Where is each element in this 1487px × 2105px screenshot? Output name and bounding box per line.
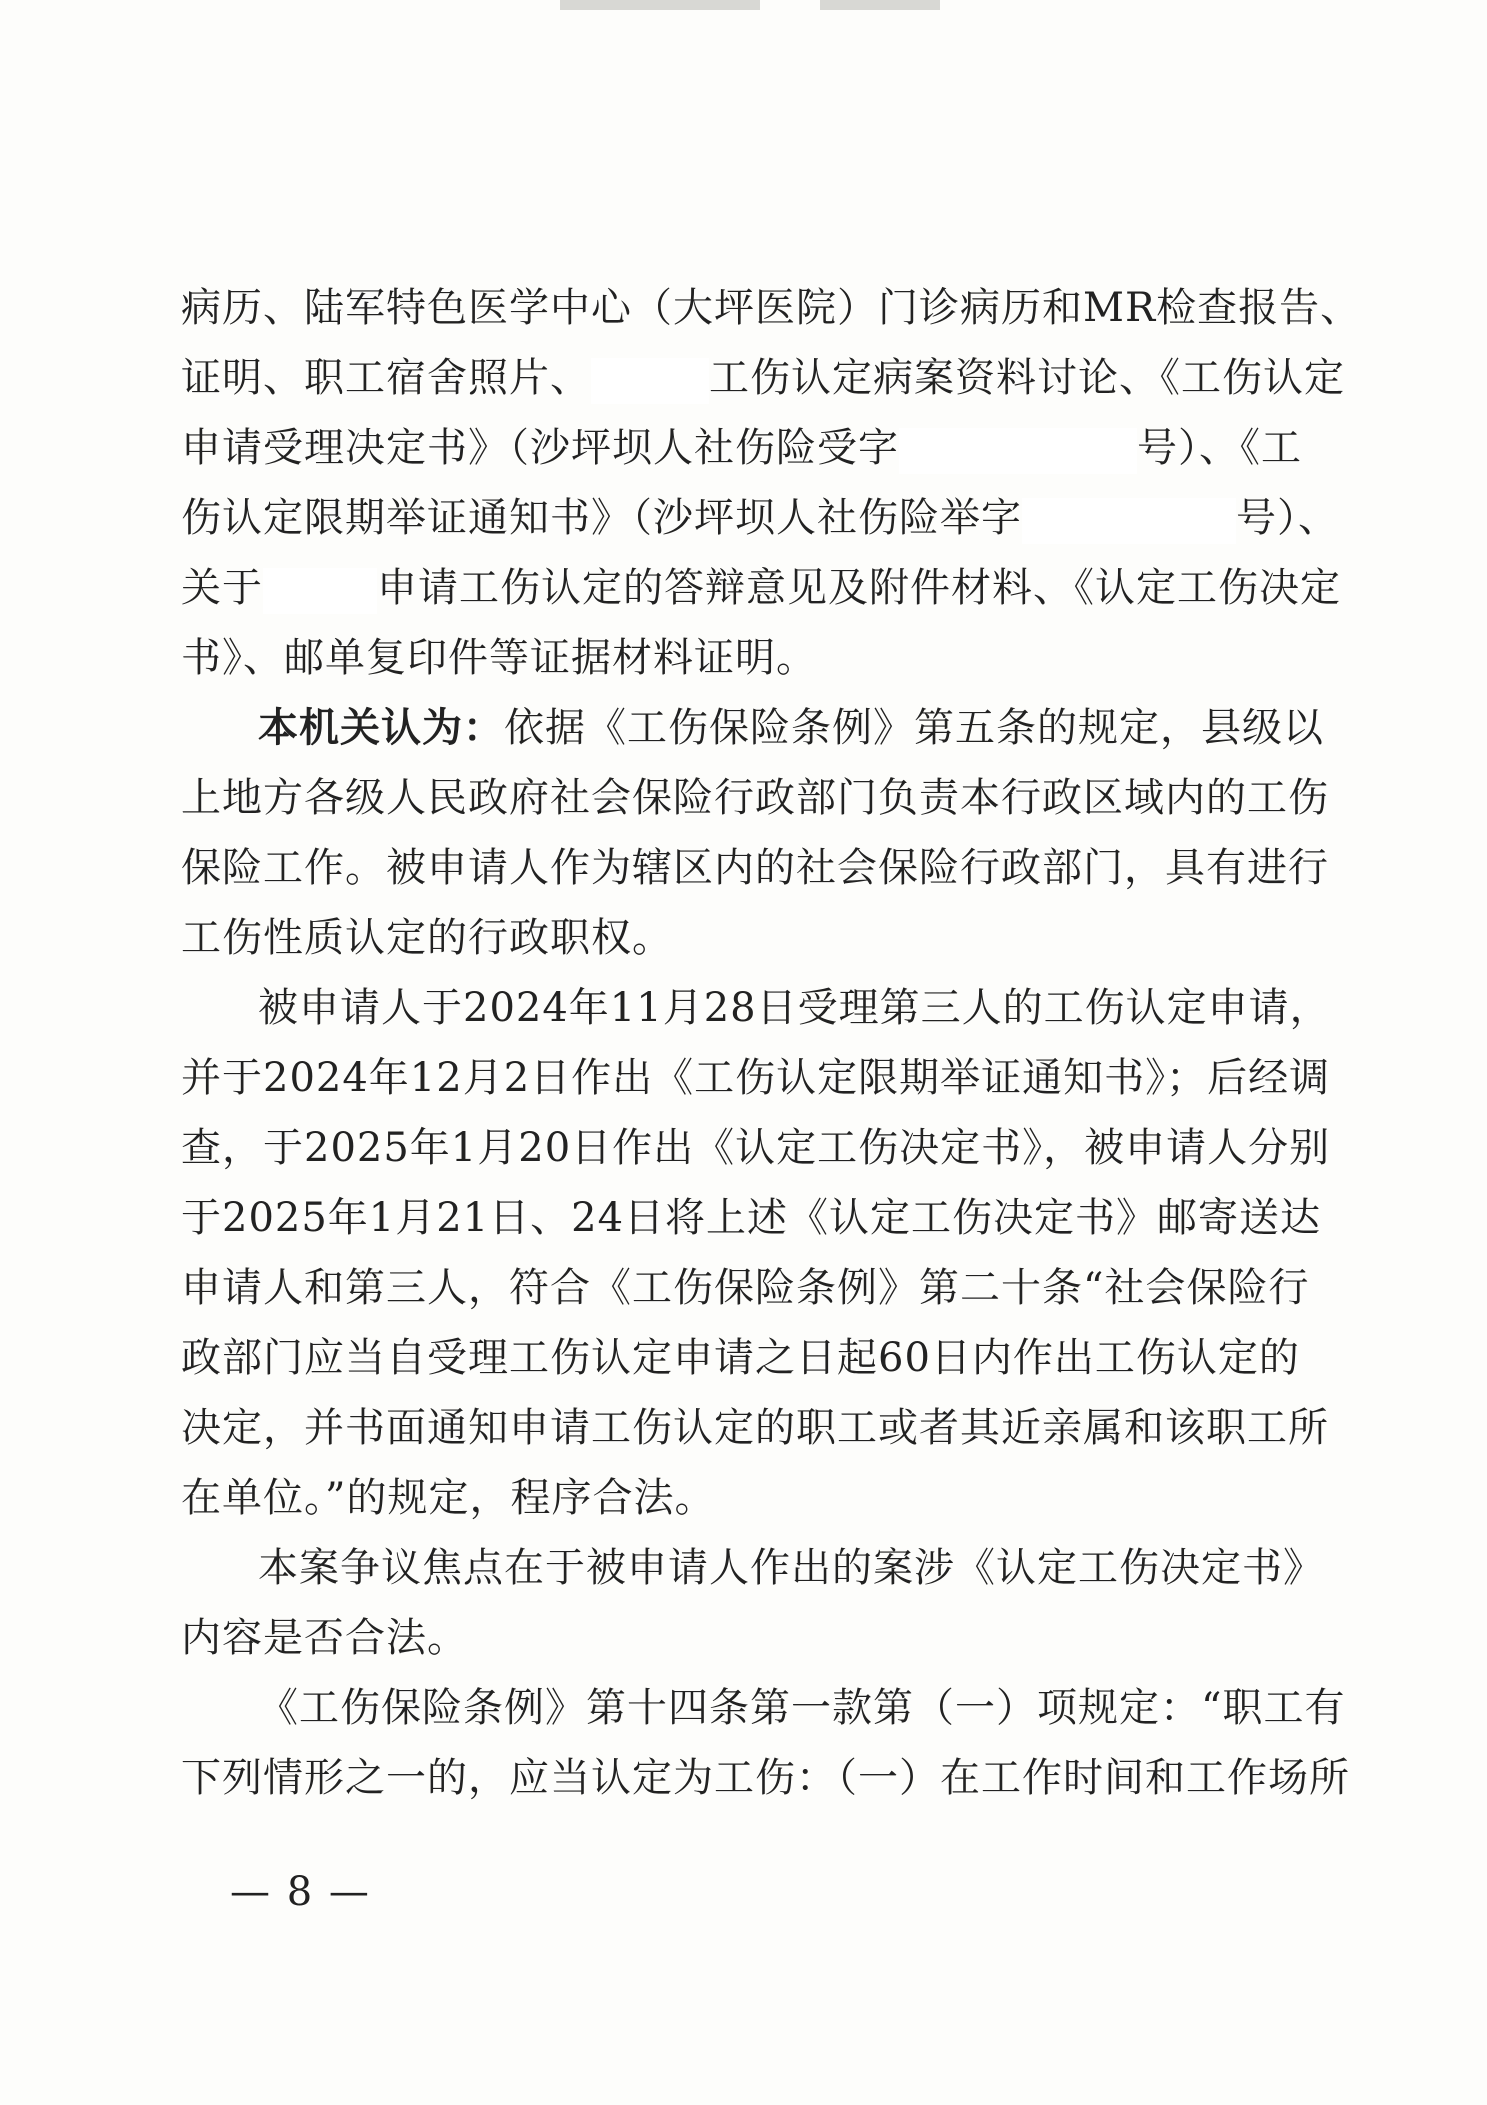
text-line: 内容是否合法。: [181, 1615, 468, 1661]
text-fragment: 依据《工伤保险条例》第五条的规定，县级以: [504, 705, 1324, 751]
text-line: [181, 348, 1345, 408]
text-fragment: 关于: [181, 565, 263, 611]
text-line: 在单位。”的规定，程序合法。: [181, 1475, 716, 1521]
text-line: 病历、陆军特色医学中心（大坪医院）门诊病历和MR检查报告、: [181, 285, 1362, 331]
text-line: 决定，并书面通知申请工伤认定的职工或者其近亲属和该职工所: [181, 1405, 1329, 1451]
text-line: 书》、邮单复印件等证据材料证明。: [181, 635, 817, 681]
text-line: 下列情形之一的，应当认定为工伤：（一）在工作时间和工作场所: [181, 1755, 1350, 1801]
redaction-block: [899, 428, 1137, 474]
text-line: 并于2024年12月2日作出《工伤认定限期举证通知书》；后经调: [181, 1055, 1331, 1101]
scan-edge-mark: [820, 0, 940, 10]
page-number: — 8 —: [230, 1869, 371, 1915]
text-fragment: 申请受理决定书》（沙坪坝人社伤险受字: [181, 425, 899, 471]
text-line: 《工伤保险条例》第十四条第一款第（一）项规定：“职工有: [258, 1685, 1346, 1731]
text-line: [181, 418, 1302, 478]
scan-edge-mark: [560, 0, 760, 10]
text-fragment: 伤认定限期举证通知书》（沙坪坝人社伤险举字: [181, 495, 1022, 541]
text-line: 查，于2025年1月20日作出《认定工伤决定书》，被申请人分别: [181, 1125, 1331, 1171]
text-fragment: 号）、: [1236, 495, 1339, 541]
text-line: [258, 698, 1324, 758]
text-line: 上地方各级人民政府社会保险行政部门负责本行政区域内的工伤: [181, 775, 1329, 821]
text-line: 保险工作。被申请人作为辖区内的社会保险行政部门，具有进行: [181, 845, 1329, 891]
text-line: 政部门应当自受理工伤认定申请之日起60日内作出工伤认定的: [181, 1335, 1300, 1381]
text-line: [181, 488, 1339, 548]
text-line: 申请人和第三人，符合《工伤保险条例》第二十条“社会保险行: [181, 1265, 1310, 1311]
text-line: 被申请人于2024年11月28日受理第三人的工伤认定申请，: [258, 985, 1331, 1031]
text-fragment: 证明、职工宿舍照片、: [181, 355, 591, 401]
text-line: 于2025年1月21日、24日将上述《认定工伤决定书》邮寄送达: [181, 1195, 1322, 1241]
text-fragment: 号）、《工: [1137, 425, 1302, 471]
text-fragment: 申请工伤认定的答辩意见及附件材料、《认定工伤决定: [377, 565, 1341, 611]
agency-opinion-label: 本机关认为：: [258, 704, 504, 751]
text-line: 工伤性质认定的行政职权。: [181, 915, 673, 961]
redaction-block: [1022, 498, 1236, 544]
text-line: [181, 558, 1341, 618]
redaction-block: [591, 358, 709, 404]
text-fragment: 工伤认定病案资料讨论、《工伤认定: [709, 355, 1345, 401]
redaction-block: [263, 568, 377, 614]
text-line: 本案争议焦点在于被申请人作出的案涉《认定工伤决定书》: [258, 1545, 1324, 1591]
